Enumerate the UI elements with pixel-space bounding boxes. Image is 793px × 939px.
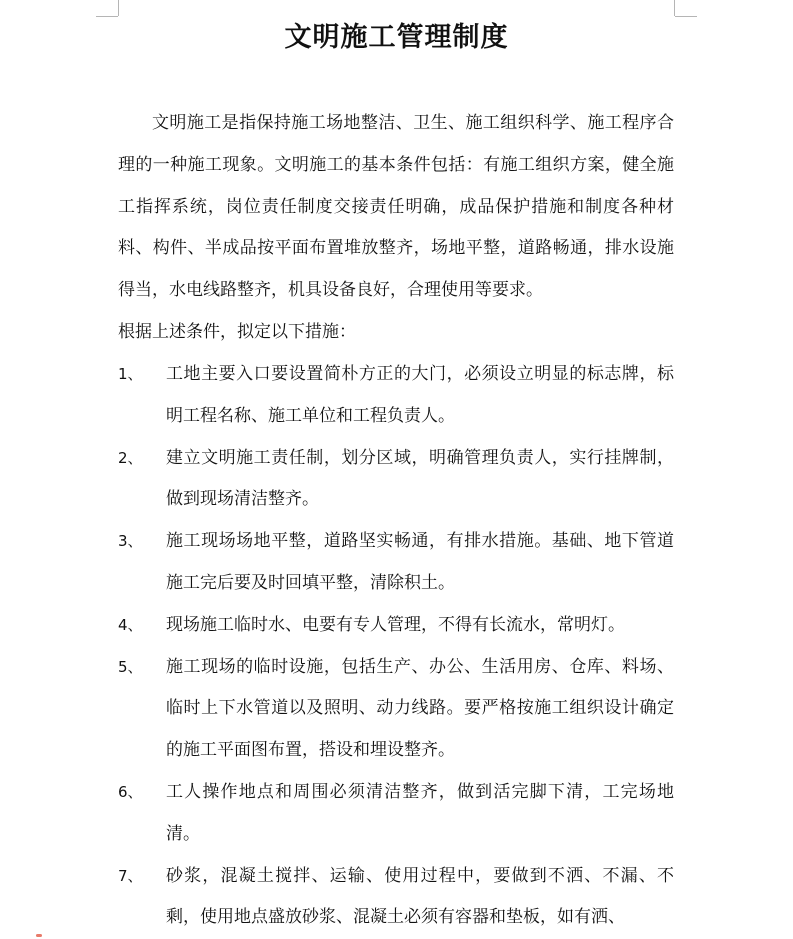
list-item-text: 砂浆，混凝土搅拌、运输、使用过程中，要做到不洒、不漏、不剩，使用地点盛放砂浆、混凝土必须有容器和垫板，如有洒、 (166, 865, 674, 928)
list-item (118, 354, 674, 438)
list-item (118, 772, 674, 856)
crop-mark-top-left (118, 0, 119, 16)
document-title: 文明施工管理制度 (284, 22, 509, 53)
list-item-text: 建立文明施工责任制，划分区域，明确管理负责人，实行挂牌制，做到现场清洁整齐。 (166, 447, 674, 510)
list-item-number: 2、 (118, 448, 143, 467)
list-item-text: 工地主要入口要设置简朴方正的大门，必须设立明显的标志牌，标明工程名称、施工单位和工程负责人。 (166, 364, 674, 426)
list-item-text: 工人操作地点和周围必须清洁整齐，做到活完脚下清，工完场地清。 (166, 781, 674, 844)
crop-mark-top-left (96, 16, 118, 17)
intro-conclusion: 根据上述条件，拟定以下措施： (118, 322, 356, 342)
list-item (118, 438, 674, 522)
list-item-number: 1、 (118, 365, 143, 383)
list-item (118, 605, 674, 647)
crop-mark-top-right (674, 0, 675, 16)
list-item-text: 施工现场场地平整，道路坚实畅通，有排水措施。基础、地下管道施工完后要及时回填平整，清除积土。 (166, 531, 674, 593)
list-item-text: 现场施工临时水、电要有专人管理，不得有长流水，常明灯。 (166, 614, 625, 635)
list-item (118, 647, 674, 772)
list-item (118, 521, 674, 605)
intro-paragraph: 文明施工是指保持施工场地整洁、卫生、施工组织科学、施工程序合理的一种施工现象。文明施工的基本条件包括：有施工组织方案，健全施工指挥系统，岗位责任制度交接责任明确，成品保护措施和制度各种材料、构件、半成品按平面布置堆放整齐，场地平整，道路畅通，排水设施得当，水电线路整齐，机具设备良好，合理使用等要求。 (118, 113, 674, 301)
list-item (118, 856, 674, 939)
crop-mark-top-right (675, 16, 697, 17)
list-item-number: 7、 (118, 866, 143, 885)
list-item-text: 施工现场的临时设施，包括生产、办公、生活用房、仓库、料场、临时上下水管道以及照明、动力线路。要严格按施工组织设计确定的施工平面图布置，搭设和埋设整齐。 (166, 656, 674, 761)
list-item-number: 4、 (118, 615, 143, 634)
corner-marker (36, 934, 42, 937)
measures-list (118, 354, 674, 939)
list-item-number: 5、 (118, 657, 143, 676)
list-item-number: 3、 (118, 532, 143, 551)
list-item-number: 6、 (118, 782, 143, 801)
